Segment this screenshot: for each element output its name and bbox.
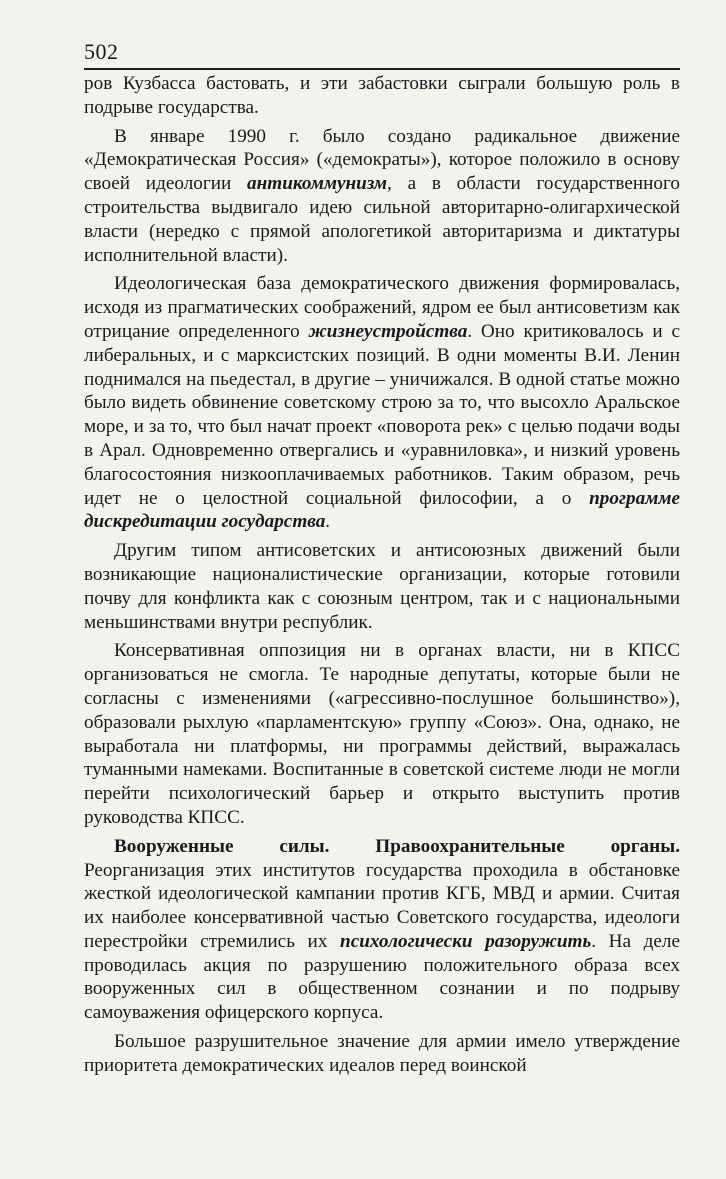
text-run: . На деле проводилась акция по разрушению положительного образа всех вооруженных сил в общественном сознании и по подрыву самоуважения офицерского корпуса. [84, 930, 681, 1024]
paragraph-p5 [84, 835, 680, 1025]
paragraph-p3 [84, 539, 680, 634]
header-rule [84, 68, 680, 70]
text-run: Идеологическая база демократического движения формировалась, исходя из прагматических соображений, ядром ее был антисоветизм как отрицание определенного [84, 273, 680, 342]
body-text [84, 72, 680, 1078]
paragraph-p0 [84, 72, 680, 120]
emphasis-text: антикоммунизм [247, 173, 388, 195]
paragraph-p2 [84, 272, 680, 534]
text-run: , а в области государственного строительства выдвигало идею сильной авторитарно-олигархической власти (нередко с прямой апологетикой авторитаризма и диктатуры исполнительной власти). [84, 173, 680, 266]
text-run: Реорганизация этих институтов государства проходила в обстановке жесткой идеологической кампании против КГБ, МВД и армии. Считая их наиболее консервативной частью Советского государства, идеологи перестройки стремились их [84, 859, 680, 952]
text-run: . Оно критиковалось и с либеральных, и с марксистских позиций. В одни моменты В.И. Ленин поднимался на пьедестал, в другие – уничижался. В одной статье можно было видеть обвинение советскому строю за то, что высохло Аральское море, и за то, что был начат проект «поворота рек» с целью подачи воды в Арал. Одновременно отвергались и «уравниловка», и низкий уровень благосостояния низкооплачиваемых работников. Таким образом, речь идет не о целостной социальной философии, а о [84, 320, 680, 509]
emphasis-text: Вооруженные силы. Правоохранительные органы. [114, 835, 680, 857]
emphasis-text: программе дискредитации государства [84, 487, 680, 533]
text-run: Другим типом антисоветских и антисоюзных движений были возникающие националистические организации, которые готовили почву для конфликта как с союзным центром, так и с национальными меньшинствами внутри республик. [84, 540, 680, 633]
text-run: В январе 1990 г. было создано радикальное движение «Демократическая Россия» («демократы»), которое положило в основу своей идеологии [84, 125, 680, 195]
paragraph-p1 [84, 125, 680, 268]
page-number: 502 [84, 39, 119, 64]
text-run: ров Кузбасса бастовать, и эти забастовки сыграли большую роль в подрыве государства. [84, 73, 680, 118]
text-run: Большое разрушительное значение для армии имело утверждение приоритета демократических идеалов перед воинской [84, 1031, 680, 1076]
paragraph-p4 [84, 639, 680, 829]
text-run: Консервативная оппозиция ни в органах власти, ни в КПСС организоваться не смогла. Те народные депутаты, которые были не согласны с изменениями («агрессивно-послушное большинство»), образовали рыхлую «парламентскую» группу «Союз». Она, однако, не выработала ни платформы, ни программы действий, выражалась туманными намеками. Воспитанные в советской системе люди не могли перейти психологический барьер и открыто выступить против руководства КПСС. [84, 640, 680, 828]
paragraph-p6 [84, 1030, 680, 1078]
emphasis-text: жизнеустройства [308, 320, 468, 342]
emphasis-text: психологически разоружить [340, 930, 592, 952]
text-run: . [325, 511, 331, 533]
